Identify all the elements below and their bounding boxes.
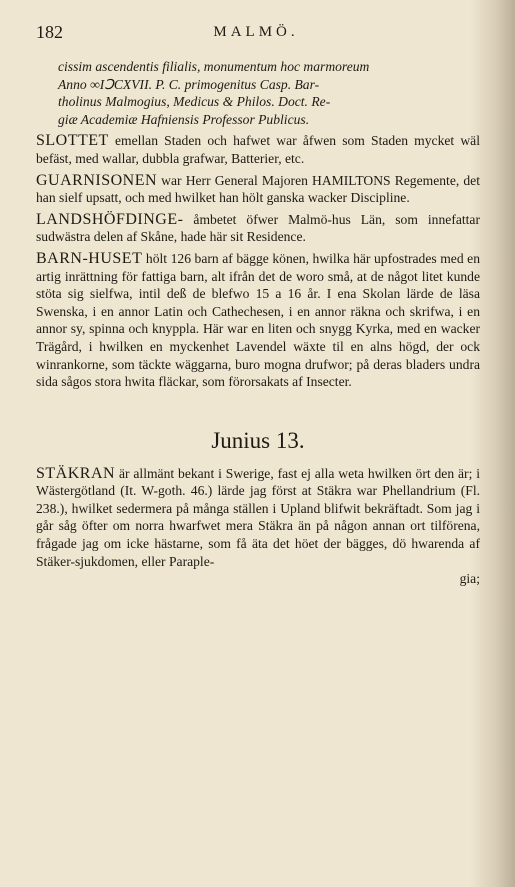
date-heading: Junius 13.	[211, 427, 305, 453]
paragraph-slottet	[36, 132, 480, 167]
paragraph-text: war Herr General Majoren HAMILTONS Regemente, det han sielf upsatt, och med hwilket han hölt ganska wacker Discipline.	[36, 172, 480, 206]
page-header	[36, 22, 476, 44]
inscription-line: cissim ascendentis filialis, monumentum hoc marmoreum	[58, 59, 370, 74]
paragraph-lead: GUARNISONEN	[36, 171, 158, 189]
paragraph-lead: BARN-HUSET	[36, 249, 143, 267]
page-number: 182	[36, 22, 63, 42]
paragraph-guarnisonen	[36, 172, 480, 207]
latin-inscription	[36, 58, 480, 128]
paragraph-stakran	[36, 465, 480, 571]
inscription-line: Anno ∞IↃCXVII. P. C. primogenitus Casp. Bar-	[58, 76, 320, 92]
paragraph-lead: STÄKRAN	[36, 464, 116, 482]
paragraph-text: åmbetet öfwer Malmö-hus Län, som innefattar sudwästra delen af Skåne, hade här sit Residence.	[36, 211, 480, 245]
paragraph-lead: SLOTTET	[36, 132, 109, 150]
inscription-line: tholinus Malmogius, Medicus & Philos. Doct. Re-	[58, 94, 331, 110]
catchword: gia;	[459, 571, 480, 587]
paragraph-landshofdinge	[36, 211, 480, 246]
paragraph-text: hölt 126 barn af bägge könen, hwilka här upfostrades med en artig inrättning för fattiga barn, alt ifrån det de woro små, at de något litet kunde stöta sig sielfwa, intil deß de blefwo 15 a 16 år. I ena Skolan lärde de läsa Swenska, i en annor Latin och Cathechesen, i en annor räkna och skrifwa, i en annor sy, spinna och knyppla. Här war en liten och snygg Kyrka, med en wacker Trägård, i hwilken en myckenhet Lavendel wäxte til en alns högd, der ock winrankorne, som täckte wäggarna, buro mogna drufwor; på deras bladers undra sida sågos stora hwita fläckar, som förorsakats af Insecter.	[36, 250, 480, 390]
paragraph-text: emellan Staden och hafwet war åfwen som Staden mycket wäl befäst, med wallar, dubbla grafwar, Batterier, etc.	[36, 133, 480, 166]
paragraph-lead: LANDSHÖFDINGE-	[36, 210, 184, 228]
inscription-line: giæ Academiæ Hafniensis Professor Publicus.	[58, 111, 310, 127]
paragraph-text: är allmänt bekant i Swerige, fast ej alla weta hwilken ört den är; i Wästergötland (It. W-goth. 46.) lärde jag först at Stäkra war Phellandrium (Fl. 238.), hwilket sedermera på många ställen i Upland blifwit bekräftadt. Som jag i går såg öfter om norra hwarfwet mera Stäkra än på någon annan ort tilförena, frågade jag om icke hästarne, som få äta det höet der bägges, dö hwarenda af Stäker-sjukdomen, eller Paraple-	[36, 465, 480, 569]
page-body	[36, 58, 480, 588]
running-title: MALMÖ.	[213, 24, 299, 40]
paragraph-barnhuset	[36, 250, 480, 391]
